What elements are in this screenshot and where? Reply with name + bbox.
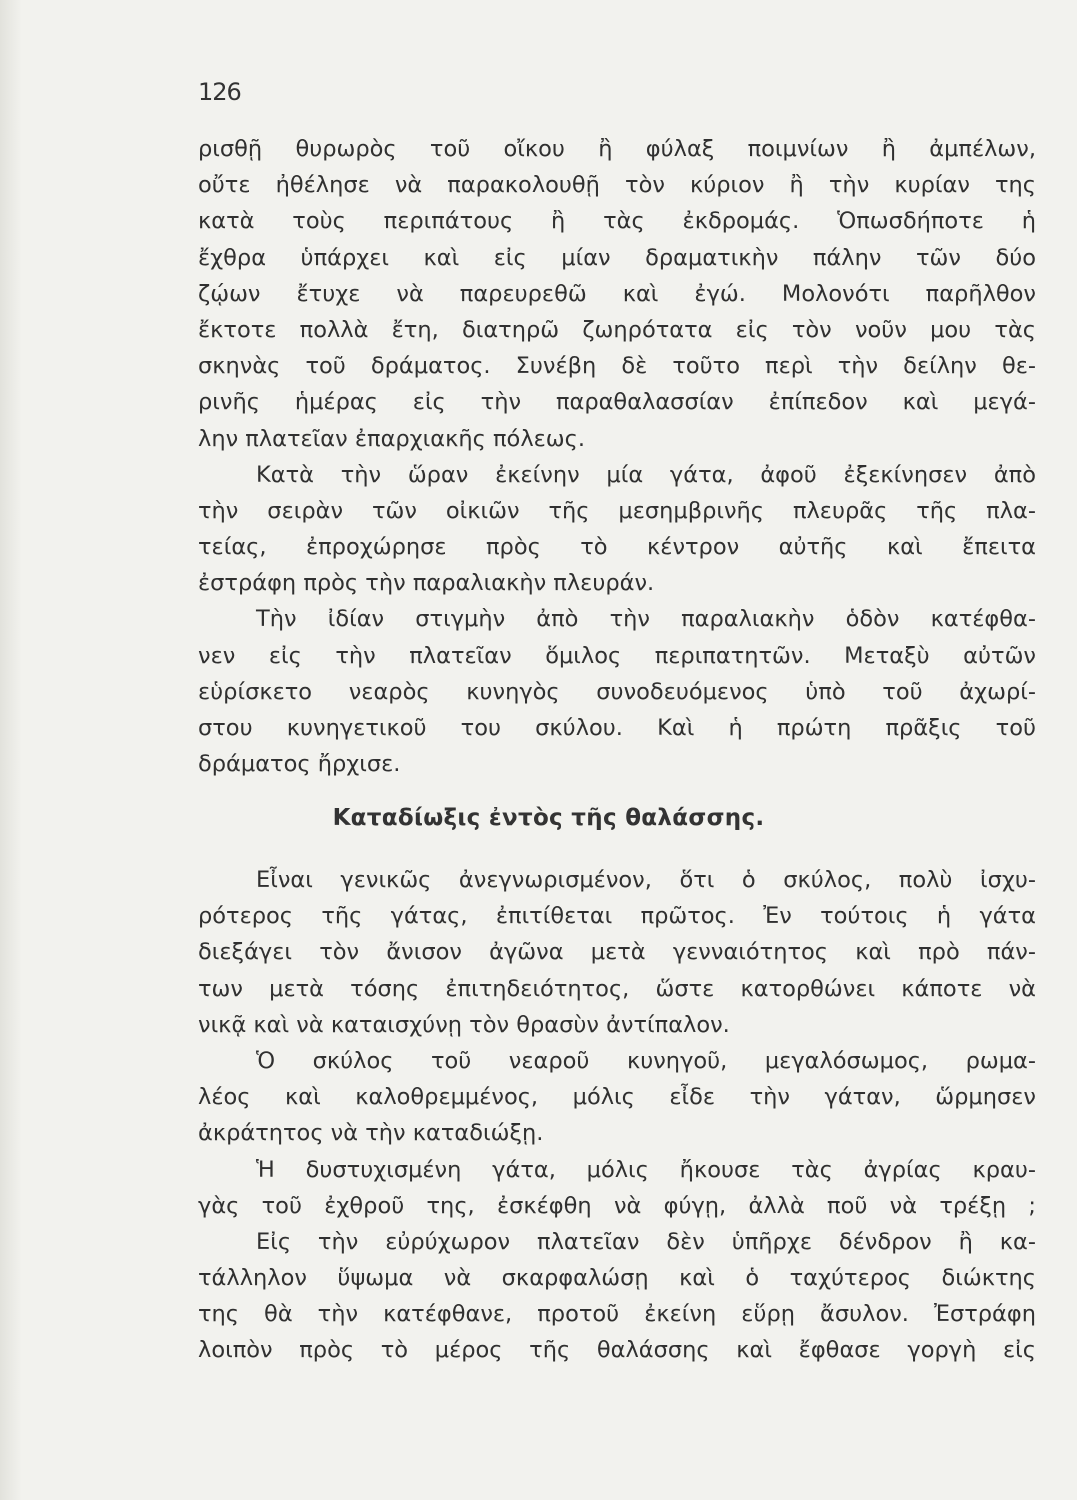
text-line: Ἡ δυστυχισμένη γάτα, μόλις ἤκουσε τὰς ἀγρίας κραυ- <box>256 1156 1036 1183</box>
text-line: τὴν σειρὰν τῶν οἰκιῶν τῆς μεσημβρινῆς πλευρᾶς τῆς πλα- <box>198 497 1036 524</box>
text-line: ρισθῇ θυρωρὸς τοῦ οἴκου ἢ φύλαξ ποιμνίων ἢ ἀμπέλων, <box>198 136 1036 162</box>
text-line: δράματος ἤρχισε. <box>198 751 401 778</box>
page-binding-shadow <box>0 0 22 1500</box>
page-number: 126 <box>198 78 241 106</box>
text-line: λέος καὶ καλοθρεμμένος, μόλις εἶδε τὴν γάταν, ὥρμησεν <box>198 1084 1036 1111</box>
text-line: εὑρίσκετο νεαρὸς κυνηγὸς συνοδευόμενος ὑπὸ τοῦ ἀχωρί- <box>198 678 1036 705</box>
text-line: κατὰ τοὺς περιπάτους ἢ τὰς ἐκδρομάς. Ὁπωσδήποτε ἡ <box>198 208 1036 235</box>
text-line: λην πλατεῖαν ἐπαρχιακῆς πόλεως. <box>198 425 585 452</box>
section-heading: Καταδίωξις ἐντὸς τῆς θαλάσσης. <box>332 805 765 831</box>
text-line: ζῴων ἔτυχε νὰ παρευρεθῶ καὶ ἐγώ. Μολονότι παρῆλθον <box>198 280 1036 307</box>
text-line: Εἰς τὴν εὐρύχωρον πλατεῖαν δὲν ὑπῆρχε δένδρον ἢ κα- <box>256 1228 1036 1255</box>
text-line: της θὰ τὴν κατέφθανε, προτοῦ ἐκείνη εὕρῃ ἄσυλον. Ἐστράφη <box>198 1301 1036 1328</box>
text-line: Τὴν ἰδίαν στιγμὴν ἀπὸ τὴν παραλιακὴν ὁδὸν κατέφθα- <box>256 606 1036 633</box>
text-line: Κατὰ τὴν ὥραν ἐκείνην μία γάτα, ἀφοῦ ἐξεκίνησεν ἀπὸ <box>256 461 1036 488</box>
text-line: τείας, ἐπροχώρησε πρὸς τὸ κέντρον αὐτῆς καὶ ἔπειτα <box>198 534 1036 561</box>
text-line: νικᾷ καὶ νὰ καταισχύνῃ τὸν θρασὺν ἀντίπαλον. <box>198 1011 730 1038</box>
text-line: στου κυνηγετικοῦ του σκύλου. Καὶ ἡ πρώτη πρᾶξις τοῦ <box>198 715 1036 741</box>
text-line: ρινῆς ἡμέρας εἰς τὴν παραθαλασσίαν ἐπίπεδον καὶ μεγά- <box>198 389 1036 416</box>
text-line: ρότερος τῆς γάτας, ἐπιτίθεται πρῶτος. Ἐν τούτοις ἡ γάτα <box>198 903 1036 930</box>
text-line: των μετὰ τόσης ἐπιτηδειότητος, ὥστε κατορθώνει κάποτε νὰ <box>198 975 1036 1002</box>
text-line: ἀκράτητος νὰ τὴν καταδιώξῃ. <box>198 1120 544 1147</box>
text-line: νεν εἰς τὴν πλατεῖαν ὅμιλος περιπατητῶν. Μεταξὺ αὐτῶν <box>198 642 1036 669</box>
text-line: οὔτε ἠθέλησε νὰ παρακολουθῇ τὸν κύριον ἢ τὴν κυρίαν της <box>198 172 1036 199</box>
text-line: ἐστράφη πρὸς τὴν παραλιακὴν πλευράν. <box>198 570 655 597</box>
text-line: λοιπὸν πρὸς τὸ μέρος τῆς θαλάσσης καὶ ἔφθασε γοργὴ εἰς <box>198 1337 1036 1364</box>
text-line: Εἶναι γενικῶς ἀνεγνωρισμένον, ὅτι ὁ σκύλος, πολὺ ἰσχυ- <box>256 867 1036 893</box>
text-line: ἔκτοτε πολλὰ ἔτη, διατηρῶ ζωηρότατα εἰς τὸν νοῦν μου τὰς <box>198 316 1036 343</box>
text-line: σκηνὰς τοῦ δράματος. Συνέβη δὲ τοῦτο περὶ τὴν δείλην θε- <box>198 353 1036 380</box>
text-line: γὰς τοῦ ἐχθροῦ της, ἐσκέφθη νὰ φύγῃ, ἀλλὰ ποῦ νὰ τρέξῃ ; <box>198 1192 1036 1219</box>
text-line: ἔχθρα ὑπάρχει καὶ εἰς μίαν δραματικὴν πάλην τῶν δύο <box>198 244 1036 271</box>
text-line: τάλληλον ὕψωμα νὰ σκαρφαλώσῃ καὶ ὁ ταχύτερος διώκτης <box>198 1265 1036 1292</box>
text-line: Ὁ σκύλος τοῦ νεαροῦ κυνηγοῦ, μεγαλόσωμος, ρωμα- <box>256 1047 1036 1074</box>
text-line: διεξάγει τὸν ἄνισον ἀγῶνα μετὰ γενναιότητος καὶ πρὸ πάν- <box>198 939 1036 966</box>
text-block-2 <box>198 862 1036 1369</box>
text-block-1 <box>198 131 1036 782</box>
